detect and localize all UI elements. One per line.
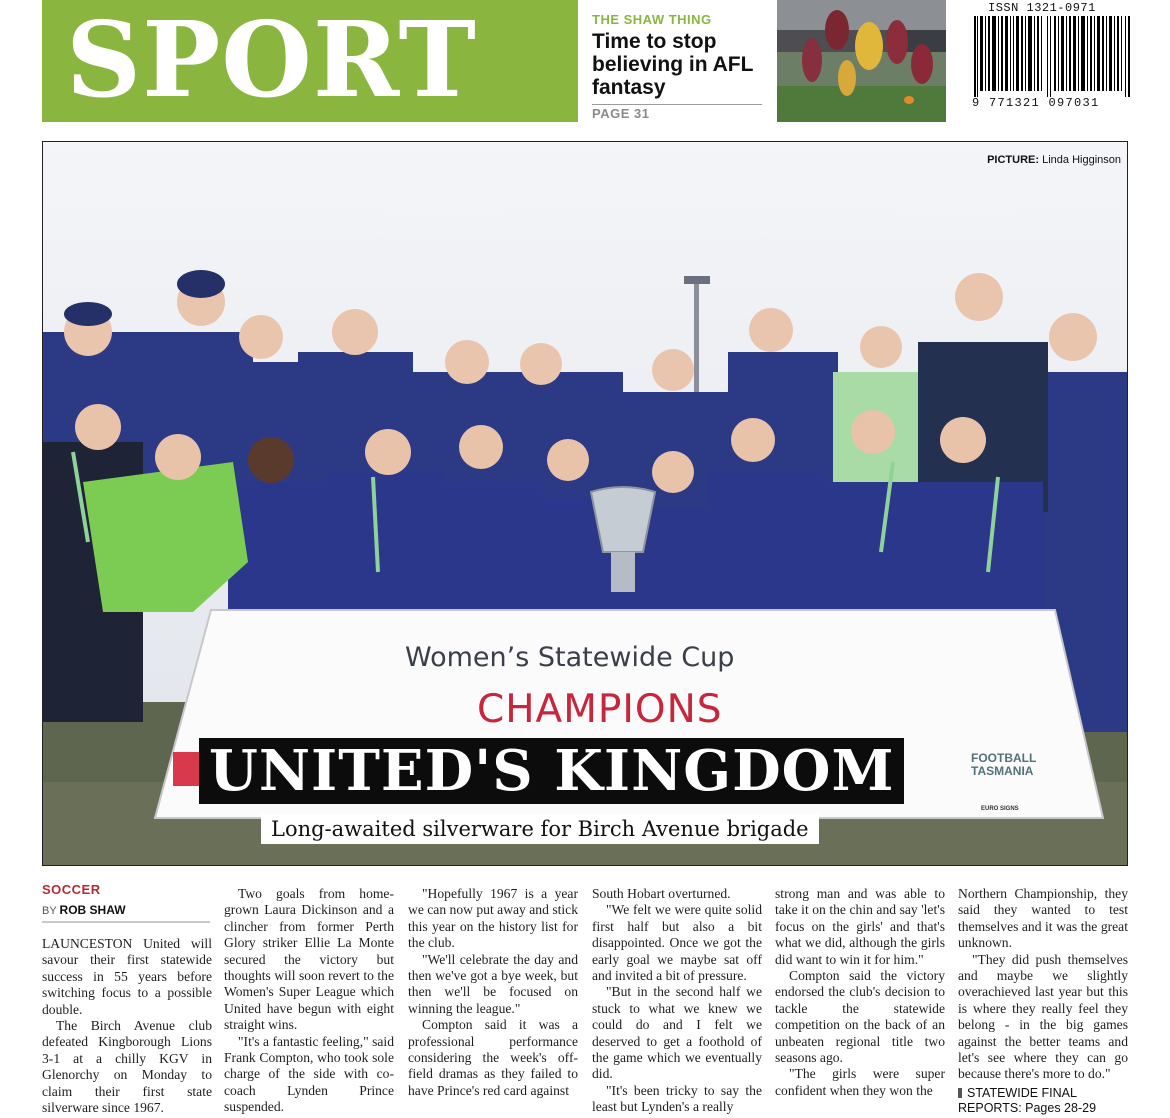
section-title: SPORT [66,0,477,121]
sign-title: Women’s Statewide Cup [405,642,735,673]
article-paragraph: "The girls were super confident when they won the [775,1066,945,1098]
teaser-box[interactable] [592,12,762,99]
teaser-page-ref: PAGE 31 [592,106,650,121]
article-paragraph: strong man and was able to take it on the chin and say 'let's focus on the girls' and that's what we did, although the girls did want to win it for him." [775,886,945,967]
article-paragraph: Compton said it was a professional performance considering the week's off-field dramas as they failed to have Prince's red card against [408,1017,578,1098]
article-paragraph: "We felt we were quite solid first half but also a bit disappointed. Once we got the early goal we maybe sat off and invited a bit of pressure. [592,902,762,984]
article-column-3 [408,886,578,1099]
sign-champions: CHAMPIONS [477,687,723,732]
byline-divider [42,921,210,923]
article-paragraph: "Hopefully 1967 is a year we can now put away and stick this year on the history list for the club. [408,886,578,951]
barcode [972,16,1132,97]
byline [42,903,126,917]
article-column-6 [958,886,1128,1083]
barcode-number: 9 771321 097031 [972,96,1100,110]
byline-author: ROB SHAW [59,903,126,917]
article-paragraph: "We'll celebrate the day and then we've got a bye week, but then we'll be focused on winning the league." [408,951,578,1016]
story-subheadline: Long-awaited silverware for Birch Avenue brigade [261,814,819,844]
team-celebration-photo [42,141,1128,866]
article-paragraph: South Hobart overturned. [592,886,731,901]
ref-title: STATEWIDE FINAL [967,1086,1077,1100]
section-banner [42,0,578,122]
article-paragraph: "But in the second half we stuck to what we knew we could do and I felt we deserved to get a foothold of the game which we eventually did. [592,984,762,1082]
story-headline[interactable]: UNITED'S KINGDOM [199,738,904,804]
issn-text: ISSN 1321-0971 [988,1,1096,15]
article-column-4 [592,886,762,1116]
article-paragraph: "They did push themselves and maybe we slightly overachieved last year but this is where they really feel they belong - in the big games against the better teams and let's see where they can go because there's more to do." [958,951,1128,1082]
article-paragraph: Two goals from home-grown Laura Dickinson and a clincher from former Perth Glory striker Ellie La Monte secured the victory but thoughts will soon revert to the Women's Super League which United have begun with eight straight wins. [224,886,394,1033]
ref-pages: REPORTS: Pages 28-29 [958,1101,1097,1115]
teaser-headline[interactable]: Time to stop believing in AFL fantasy [592,30,754,99]
article-column-2 [224,886,394,1116]
article-column-1 [42,936,212,1116]
story-kicker: SOCCER [42,882,101,897]
article-paragraph: LAUNCESTON United will savour their first statewide success in 55 years before switching focus to a possible double. [42,936,212,1017]
teaser-divider [592,104,762,105]
teaser-kicker: THE SHAW THING [592,12,712,27]
byline-prefix: BY [42,905,57,917]
teaser-thumbnail-photo[interactable] [777,0,946,122]
sign-small-print: EURO SIGNS [981,806,1019,812]
bullet-square-icon [958,1088,962,1098]
article-paragraph: The Birch Avenue club defeated Kingborough Lions 3-1 at a chilly KGV in Glenorchy on Monday to claim their first state silverware since 1967. [42,1018,212,1116]
photo-credit-name: Linda Higginson [1042,154,1121,166]
related-reports-ref[interactable] [958,1086,1096,1116]
photo-credit-label: PICTURE: [987,154,1040,166]
article-column-5 [775,886,945,1099]
article-paragraph: "It's a fantastic feeling," said Frank Compton, who took sole charge of the side with co-coach Lynden Prince suspended. [224,1033,394,1115]
article-paragraph: Compton said the victory endorsed the club's decision to tackle the statewide competition on the back of an unbeaten regional title two seasons ago. [775,968,945,1066]
sign-sponsor: FOOTBALL TASMANIA [971,751,1037,778]
photo-credit [987,154,1121,166]
article-paragraph: "It's been tricky to say the least but Lynden's a really [592,1082,762,1115]
article-paragraph: Northern Championship, they said they wanted to test themselves and it was the great unknown. [958,886,1128,951]
